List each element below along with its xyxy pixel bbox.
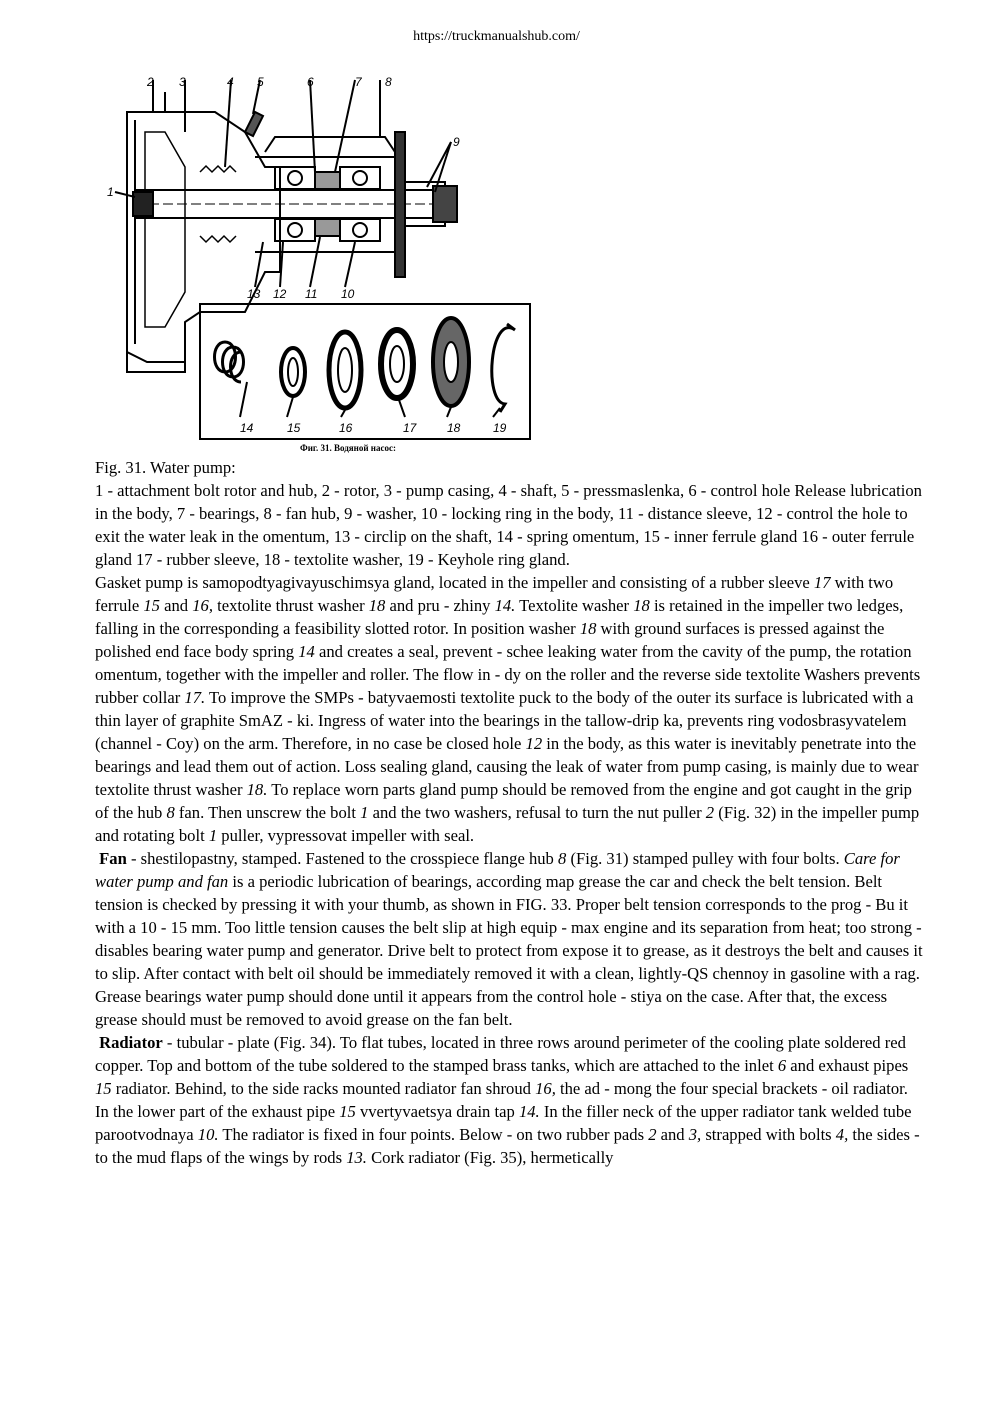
callout-8: 8 <box>385 75 392 89</box>
callout-5: 5 <box>257 75 264 89</box>
callout-11: 11 <box>305 287 318 301</box>
callout-1: 1 <box>107 185 114 199</box>
figure-caption-original: Фиг. 31. Водяной насос: <box>300 443 396 453</box>
callout-17: 17 <box>403 421 417 435</box>
callout-2: 2 <box>147 75 154 89</box>
caption-legend: 1 - attachment bolt rotor and hub, 2 - rotor, 3 - pump casing, 4 - shaft, 5 - pressmaslenka, 6 - control hole Release lubrication in the body, 7 - bearings, 8 - fan hub, 9 - washer, 10 - locking ring in the body, 11 - distance sleeve, 12 - control the hole to exit the water leak in the omentum, 13 - circlip on the shaft, 14 - spring omentum, 15 - inner ferrule gland 16 - outer ferrule gland 17 - rubber sleeve, 18 - textolite washer, 19 - Keyhole ring gland. <box>95 481 922 569</box>
callout-18: 18 <box>447 421 461 435</box>
callout-7: 7 <box>355 75 362 89</box>
document-body <box>95 456 925 1169</box>
paragraph-fan: Fan - shestilopastny, stamped. Fastened to the crosspiece flange hub 8 (Fig. 31) stamped pulley with four bolts. Care for water pump and fan is a periodic lubrication of bearings, according map grease the car and check the belt tension. Belt tension is checked by pressing it with your thumb, as shown in FIG. 33. Proper belt tension corresponds to the prog - Bu it with a 10 - 15 mm. Too little tension causes the belt slip at high equip - max engine and its separation from heat; too strong - disables bearing water pump and generator. Drive belt to protect from expose it to grease, as it destroys the belt and causes it to slip. After contact with belt oil should be immediately removed it with a clean, lightly-QS chennoy in gasoline with a rag. Grease bearings water pump should done until it appears from the control hole - stiya on the case. After that, the excess grease should must be removed to avoid grease on the fan belt. <box>95 849 923 1029</box>
callout-10: 10 <box>341 287 355 301</box>
callout-13: 13 <box>247 287 261 301</box>
callout-12: 12 <box>273 287 287 301</box>
callout-16: 16 <box>339 421 353 435</box>
figure-caption <box>95 456 925 571</box>
callout-19: 19 <box>493 421 507 435</box>
callout-14: 14 <box>240 421 254 435</box>
callout-4: 4 <box>227 75 234 89</box>
water-pump-drawing <box>105 72 535 457</box>
callout-9: 9 <box>453 135 460 149</box>
paragraph-radiator: Radiator - tubular - plate (Fig. 34). To flat tubes, located in three rows around perimeter of the cooling plate soldered red copper. Top and bottom of the tube soldered to the stamped brass tanks, which are attached to the inlet 6 and exhaust pipes 15 radiator. Behind, to the side racks mounted radiator fan shroud 16, the ad - mong the four special brackets - oil radiator. In the lower part of the exhaust pipe 15 vvertyvaetsya drain tap 14. In the filler neck of the upper radiator tank welded tube parootvodnaya 10. The radiator is fixed in four points. Below - on two rubber pads 2 and 3, strapped with bolts 4, the sides - to the mud flaps of the wings by rods 13. Cork radiator (Fig. 35), hermetically <box>95 1033 920 1167</box>
callout-15: 15 <box>287 421 301 435</box>
paragraph-gland: Gasket pump is samopodtyagivayuschimsya gland, located in the impeller and consisting of a rubber sleeve 17 with two ferrule 15 and 16, textolite thrust washer 18 and pru - zhiny 14. Textolite washer 18 is retained in the impeller two ledges, falling in the corresponding a feasibility slotted rotor. In position washer 18 with ground surfaces is pressed against the polished end face body spring 14 and creates a seal, prevent - schee leaking water from the cavity of the pump, the rotation omentum, together with the impeller and roller. The flow in - dy on the roller and the reverse side textolite Washers prevents rubber collar 17. To improve the SMPs - batyvaemosti textolite puck to the body of the outer its surface is lubricated with a thin layer of graphite SmAZ - ki. Ingress of water into the bearings in the tallow-drip ka, prevents ring vodosbrasyvatelem (channel - Coy) on the arm. Therefore, in no case be closed hole 12 in the body, as this water is inevitably penetrate into the bearings and lead them out of action. Loss sealing gland, causing the leak of water from pump casing, is mainly due to wear textolite thrust washer 18. To replace worn parts gland pump should be removed from the engine and got caught in the grip of the hub 8 fan. Then unscrew the bolt 1 and the two washers, refusal to turn the nut puller 2 (Fig. 32) in the impeller pump and rotating bolt 1 puller, vypressovat impeller with seal. <box>95 573 921 845</box>
callout-6: 6 <box>307 75 314 89</box>
radiator-heading: Radiator <box>99 1033 163 1052</box>
caption-title: Fig. 31. Water pump: <box>95 458 236 477</box>
callout-3: 3 <box>179 75 186 89</box>
water-pump-figure <box>105 72 535 457</box>
page-url[interactable]: https://truckmanualshub.com/ <box>413 29 580 44</box>
fan-heading: Fan <box>99 849 127 868</box>
